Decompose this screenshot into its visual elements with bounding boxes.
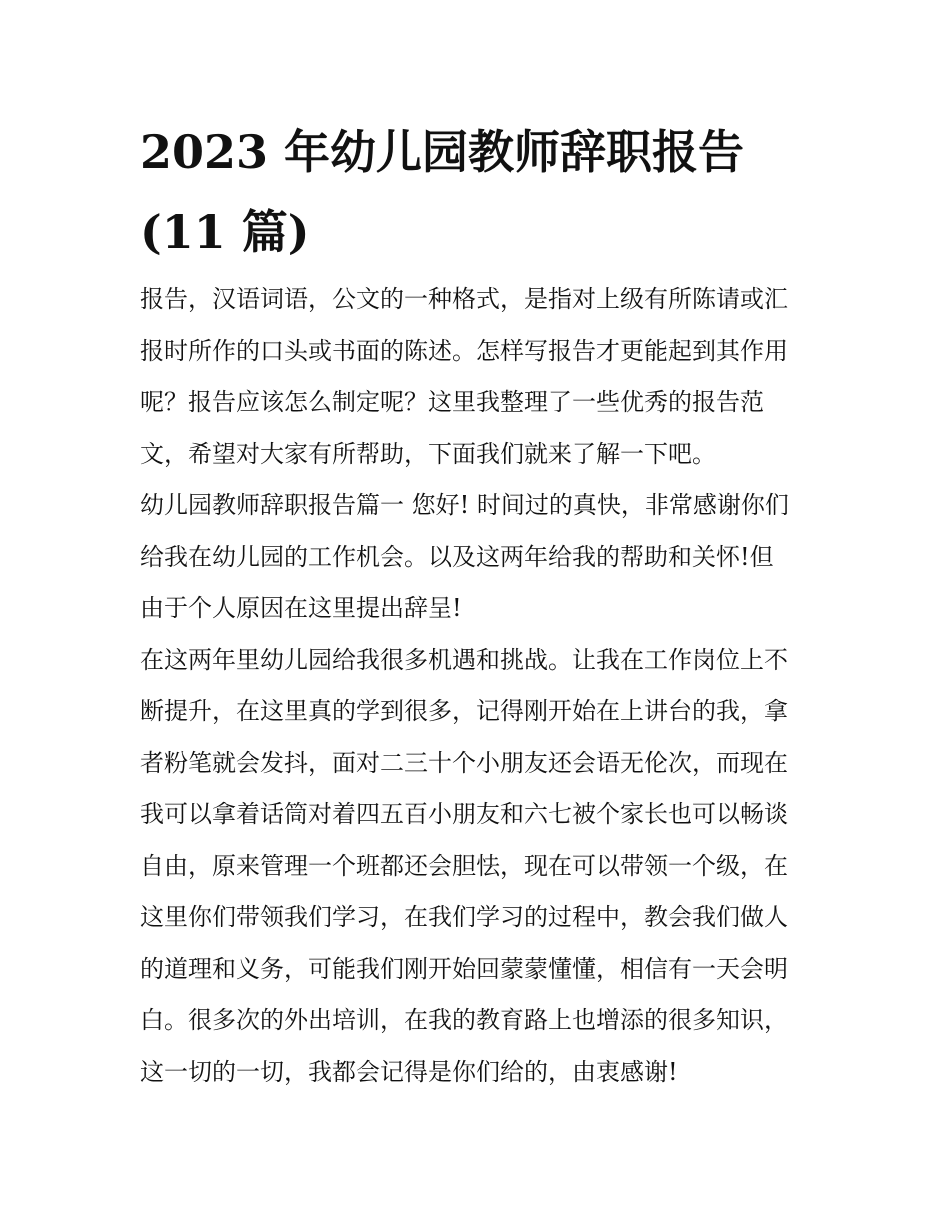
text-line: 文，希望对大家有所帮助，下面我们就来了解一下吧。 <box>140 439 716 468</box>
text-line: 在这两年里幼儿园给我很多机遇和挑战。让我在工作岗位上不 <box>140 645 788 674</box>
text-line: 报告，汉语词语，公文的一种格式，是指对上级有所陈请或汇 <box>140 285 788 313</box>
text-line: 白。很多次的外出培训，在我的教育路上也增添的很多知识， <box>140 1006 788 1034</box>
text-line: 这里你们带领我们学习，在我们学习的过程中，教会我们做人 <box>140 903 788 931</box>
document-title <box>140 112 820 272</box>
text-line: 自由，原来管理一个班都还会胆怯，现在可以带领一个级，在 <box>140 851 788 880</box>
text-line: 的道理和义务，可能我们刚开始回蒙蒙懂懂，相信有一天会明 <box>140 954 788 983</box>
title-line: (11 篇) <box>140 205 310 259</box>
paragraph-intro <box>140 274 820 480</box>
document-body <box>140 274 820 1098</box>
paragraph-2 <box>140 635 820 1099</box>
text-line: 报时所作的口头或书面的陈述。怎样写报告才更能起到其作用 <box>140 336 788 365</box>
title-line: 2023 年幼儿园教师辞职报告 <box>140 125 745 179</box>
text-line: 给我在幼儿园的工作机会。以及这两年给我的帮助和关怀!但 <box>140 542 774 571</box>
text-line: 由于个人原因在这里提出辞呈! <box>140 594 462 622</box>
text-line: 断提升，在这里真的学到很多，记得刚开始在上讲台的我，拿 <box>140 697 788 725</box>
text-line: 幼儿园教师辞职报告篇一 您好! 时间过的真快，非常感谢你们 <box>140 491 789 519</box>
text-line: 呢？报告应该怎么制定呢？这里我整理了一些优秀的报告范 <box>140 388 764 416</box>
text-line: 这一切的一切，我都会记得是你们给的，由衷感谢! <box>140 1057 678 1086</box>
text-line: 我可以拿着话筒对着四五百小朋友和六七被个家长也可以畅谈 <box>140 800 788 828</box>
paragraph-1 <box>140 480 820 635</box>
text-line: 者粉笔就会发抖，面对二三十个小朋友还会语无伦次，而现在 <box>140 748 788 777</box>
document-content <box>140 112 820 1098</box>
